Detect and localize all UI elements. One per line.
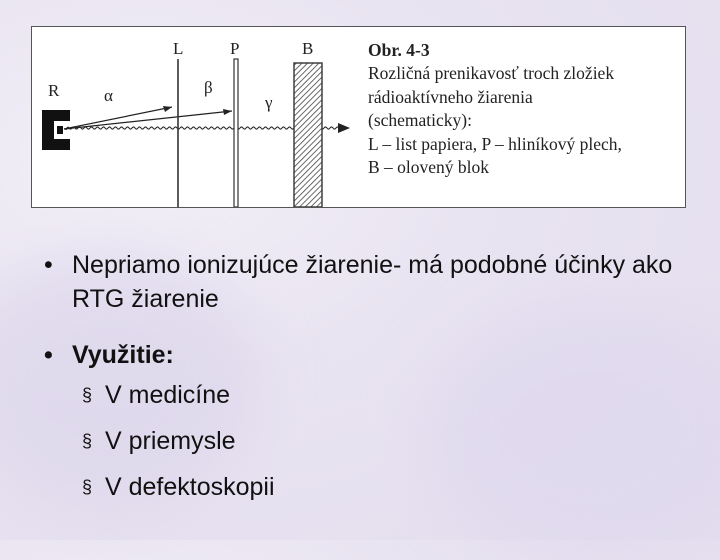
sub-item-marker: § <box>82 477 93 497</box>
beta-ray <box>64 111 232 129</box>
gamma-label: γ <box>265 93 273 112</box>
alpha-label: α <box>104 86 113 105</box>
bullet-item <box>40 338 700 372</box>
lead-block <box>294 63 322 207</box>
sub-item-text: V defektoskopii <box>105 473 275 501</box>
beta-label: β <box>204 78 213 97</box>
sub-item <box>40 464 700 510</box>
bullet-text: Nepriamo ionizujúce žiarenie- má podobné účinky ako RTG žiarenie <box>72 251 673 313</box>
caption-line: Rozličná prenikavosť troch zložiek <box>368 63 615 84</box>
bullet-marker: • <box>44 341 53 369</box>
sub-item-marker: § <box>82 431 93 451</box>
bullet-marker: • <box>44 251 53 279</box>
figure-caption <box>368 39 678 179</box>
caption-line: L – list papiera, P – hliníkový plech, <box>368 133 622 154</box>
caption-line: B – olovený blok <box>368 157 490 178</box>
bullet-item <box>40 248 700 316</box>
radiation-figure <box>31 26 686 208</box>
sub-item-marker: § <box>82 385 93 405</box>
alpha-ray <box>64 107 172 129</box>
sub-item <box>40 372 700 418</box>
beta-arrowhead <box>223 109 232 115</box>
sub-item <box>40 418 700 464</box>
bullet-text: Využitie: <box>72 341 174 369</box>
sub-item-text: V medicíne <box>105 381 231 409</box>
lead-label: B <box>302 39 314 58</box>
aluminium-plate <box>234 59 238 207</box>
gamma-arrowhead <box>338 123 350 133</box>
source-label: R <box>48 81 60 100</box>
alpha-arrowhead <box>163 106 172 112</box>
bullet-list <box>40 248 700 510</box>
caption-line: (schematicky): <box>368 110 472 131</box>
paper-label: L <box>173 39 184 58</box>
radiation-source <box>42 110 70 150</box>
caption-line: rádioaktívneho žiarenia <box>368 86 533 107</box>
caption-title: Obr. 4-3 <box>368 40 430 60</box>
aluminium-label: P <box>230 39 240 58</box>
sub-item-text: V priemysle <box>105 427 236 455</box>
